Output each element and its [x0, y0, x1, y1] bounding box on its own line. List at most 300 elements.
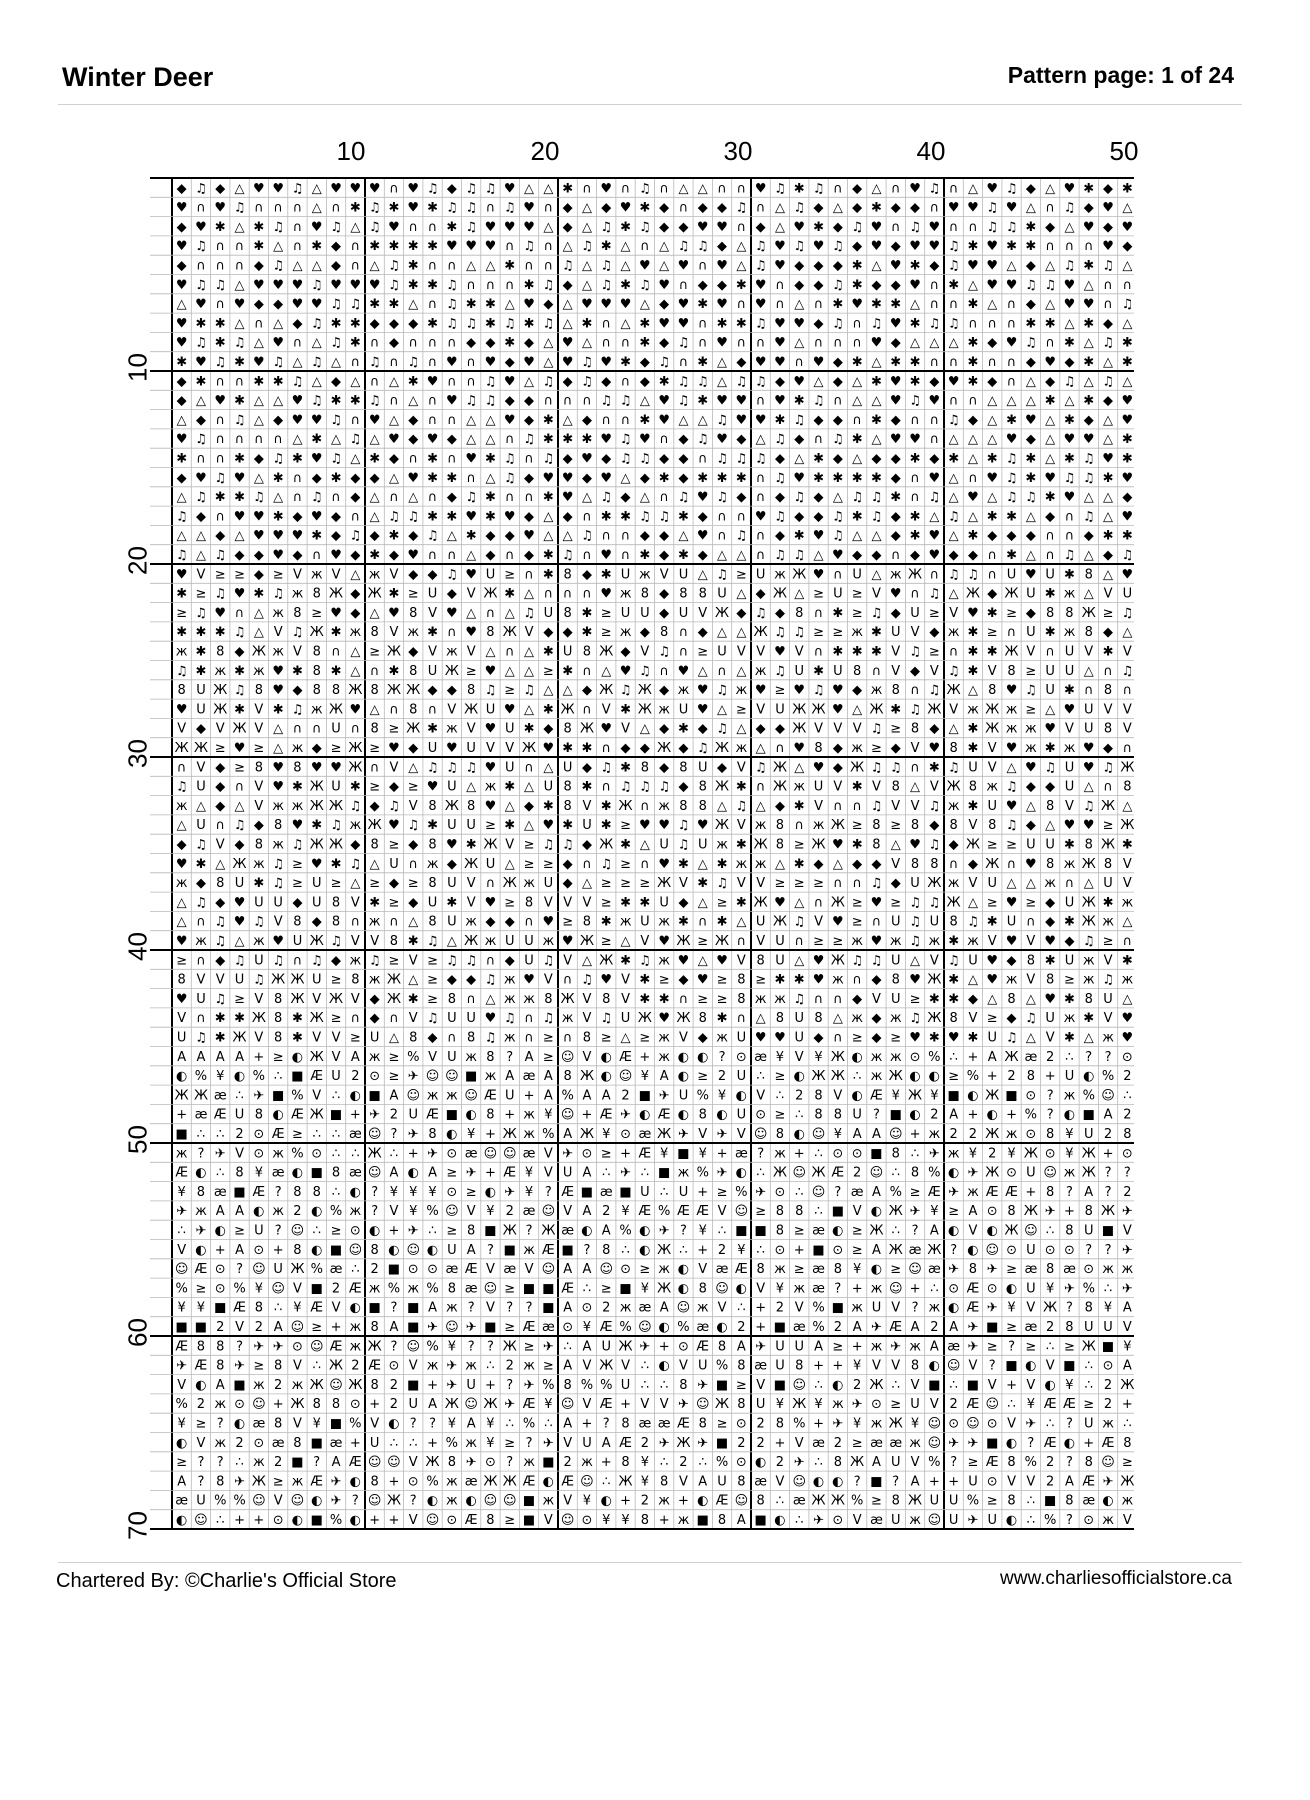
- stitch-symbol: V: [1007, 1474, 1017, 1490]
- stitch-symbol: U: [968, 953, 978, 969]
- stitch-symbol: 2: [737, 1435, 746, 1451]
- stitch-symbol: △: [1025, 200, 1036, 216]
- stitch-symbol: ✱: [465, 837, 477, 853]
- stitch-symbol: 8: [370, 837, 379, 853]
- stitch-symbol: ж: [252, 1377, 265, 1393]
- stitch-symbol: %: [310, 1262, 323, 1278]
- stitch-symbol: ■: [773, 1377, 787, 1393]
- stitch-symbol: ◆: [852, 991, 863, 1007]
- stitch-symbol: 2: [949, 1397, 958, 1413]
- stitch-symbol: V: [621, 972, 631, 988]
- stitch-symbol: ⊙: [291, 1339, 303, 1355]
- stitch-symbol: ◆: [562, 856, 573, 872]
- stitch-symbol: ☺: [367, 1493, 382, 1509]
- stitch-symbol: ✱: [369, 239, 381, 255]
- stitch-symbol: ♥: [658, 1011, 670, 1027]
- stitch-symbol: ♥: [291, 818, 304, 834]
- stitch-symbol: 8: [331, 1397, 341, 1413]
- stitch-symbol: ✱: [176, 625, 188, 641]
- stitch-symbol: ✱: [986, 451, 998, 467]
- stitch-symbol: U: [697, 1358, 708, 1374]
- stitch-symbol: △: [639, 721, 650, 737]
- stitch-symbol: ◆: [253, 547, 264, 563]
- stitch-symbol: ж: [716, 1030, 728, 1046]
- stitch-symbol: ☺: [252, 1493, 266, 1509]
- stitch-symbol: ✱: [967, 354, 979, 370]
- stitch-symbol: ∩: [852, 412, 862, 428]
- stitch-symbol: ✱: [427, 200, 439, 216]
- stitch-symbol: ◆: [446, 856, 457, 872]
- stitch-symbol: V: [736, 818, 746, 834]
- stitch-symbol: ◆: [659, 528, 670, 544]
- stitch-symbol: U: [794, 1011, 805, 1027]
- stitch-symbol: U: [1064, 644, 1075, 660]
- stitch-symbol: △: [1103, 490, 1114, 506]
- stitch-symbol: △: [485, 258, 496, 274]
- stitch-symbol: ♫: [870, 316, 883, 332]
- stitch-symbol: U: [369, 1435, 380, 1451]
- stitch-symbol: △: [1083, 490, 1094, 506]
- stitch-symbol: ж: [523, 1242, 535, 1258]
- stitch-symbol: Ж: [1120, 1377, 1134, 1393]
- stitch-symbol: æ: [908, 1242, 922, 1258]
- stitch-symbol: ∩: [987, 354, 998, 370]
- stitch-symbol: ♥: [465, 509, 477, 525]
- stitch-symbol: ■: [175, 1126, 188, 1142]
- stitch-symbol: △: [311, 181, 322, 197]
- stitch-symbol: ♫: [1063, 258, 1076, 274]
- stitch-symbol: ≥: [793, 837, 805, 853]
- stitch-symbol: ♫: [503, 451, 516, 467]
- stitch-symbol: 8: [1046, 1262, 1055, 1278]
- stitch-symbol: △: [967, 509, 978, 525]
- stitch-symbol: ж: [658, 1262, 671, 1278]
- stitch-symbol: ◆: [408, 567, 419, 583]
- stitch-symbol: ≥: [600, 876, 612, 892]
- stitch-symbol: ж: [484, 1069, 497, 1085]
- stitch-symbol: ∩: [1122, 683, 1133, 699]
- stitch-symbol: U: [485, 856, 496, 872]
- stitch-symbol: ◆: [1064, 933, 1075, 949]
- stitch-symbol: ∩: [659, 490, 669, 506]
- stitch-symbol: ∩: [389, 702, 399, 718]
- stitch-symbol: ∴: [331, 1184, 341, 1200]
- stitch-symbol: ж: [1024, 721, 1037, 737]
- stitch-symbol: ✱: [176, 354, 188, 370]
- stitch-symbol: U: [987, 1512, 998, 1528]
- stitch-symbol: ♥: [291, 277, 304, 293]
- stitch-symbol: ☺: [309, 1339, 324, 1355]
- stitch-symbol: △: [215, 856, 226, 872]
- stitch-symbol: V: [678, 1358, 688, 1374]
- stitch-symbol: ♥: [986, 470, 999, 486]
- stitch-symbol: △: [659, 239, 670, 255]
- stitch-symbol: V: [756, 876, 766, 892]
- stitch-symbol: U: [659, 837, 669, 853]
- stitch-symbol: æ: [503, 1262, 517, 1278]
- stitch-symbol: 8: [891, 683, 900, 699]
- stitch-symbol: ♥: [1005, 933, 1018, 949]
- stitch-symbol: ∩: [1103, 277, 1113, 293]
- stitch-symbol: ◆: [736, 354, 747, 370]
- stitch-symbol: ∩: [620, 374, 631, 390]
- stitch-symbol: ✱: [465, 297, 477, 313]
- stitch-symbol: △: [639, 837, 650, 853]
- stitch-symbol: ≥: [176, 953, 188, 969]
- stitch-symbol: ♫: [735, 374, 748, 390]
- stitch-symbol: ♫: [677, 393, 690, 409]
- stitch-symbol: 8: [331, 895, 341, 911]
- stitch-symbol: ♫: [870, 605, 883, 621]
- stitch-symbol: ♫: [523, 683, 535, 699]
- stitch-symbol: Ж: [985, 721, 1000, 737]
- stitch-symbol: ♫: [812, 181, 825, 197]
- stitch-symbol: ◐: [735, 1281, 748, 1297]
- stitch-symbol: ж: [851, 740, 864, 756]
- stitch-symbol: ◆: [852, 683, 863, 699]
- stitch-symbol: ◆: [774, 451, 785, 467]
- stitch-symbol: ж: [407, 625, 420, 641]
- stitch-symbol: △: [195, 528, 206, 544]
- stitch-symbol: æ: [599, 1184, 613, 1200]
- stitch-symbol: ∴: [235, 1455, 244, 1471]
- stitch-symbol: ✱: [542, 432, 554, 448]
- stitch-symbol: ж: [619, 1300, 632, 1316]
- stitch-symbol: △: [948, 432, 959, 448]
- stitch-symbol: ♫: [639, 181, 651, 197]
- stitch-symbol: ♫: [581, 528, 593, 544]
- stitch-symbol: ✱: [677, 856, 689, 872]
- stitch-symbol: △: [1064, 393, 1075, 409]
- stitch-symbol: ✱: [446, 509, 458, 525]
- stitch-symbol: V: [659, 567, 669, 583]
- stitch-symbol: ♥: [426, 432, 439, 448]
- stitch-symbol: ж: [368, 567, 381, 583]
- store-website[interactable]: www.charliesofficialstore.ca: [1000, 1568, 1232, 1589]
- stitch-symbol: ✱: [214, 219, 226, 235]
- stitch-symbol: △: [736, 258, 747, 274]
- stitch-symbol: ♫: [195, 1030, 207, 1046]
- stitch-symbol: ∩: [543, 258, 554, 274]
- stitch-symbol: 2: [737, 1319, 746, 1335]
- stitch-symbol: ≥: [330, 1223, 342, 1239]
- stitch-symbol: æ: [175, 1493, 189, 1509]
- stitch-symbol: ◆: [1083, 200, 1094, 216]
- stitch-symbol: ♥: [928, 528, 941, 544]
- stitch-symbol: Ж: [174, 1088, 189, 1104]
- stitch-symbol: V: [524, 625, 534, 641]
- stitch-symbol: ♥: [600, 432, 613, 448]
- row-number-70: 70: [122, 1511, 153, 1540]
- stitch-symbol: ж: [272, 605, 285, 621]
- stitch-symbol: ◆: [215, 779, 226, 795]
- stitch-symbol: 8: [312, 586, 321, 602]
- stitch-symbol: V: [408, 1455, 418, 1471]
- stitch-symbol: ♫: [330, 933, 342, 949]
- stitch-symbol: △: [1122, 625, 1133, 641]
- stitch-symbol: ✱: [195, 644, 207, 660]
- stitch-symbol: ♫: [368, 953, 381, 969]
- stitch-symbol: V: [350, 933, 360, 949]
- stitch-symbol: ✱: [369, 547, 381, 563]
- stitch-symbol: ∩: [427, 219, 438, 235]
- stitch-symbol: Ж: [1004, 586, 1019, 602]
- stitch-symbol: Ж: [1120, 1474, 1134, 1490]
- stitch-symbol: ◆: [1103, 219, 1114, 235]
- stitch-symbol: ♫: [600, 760, 613, 776]
- stitch-symbol: △: [678, 181, 689, 197]
- stitch-symbol: ∩: [736, 1011, 747, 1027]
- stitch-symbol: Ж: [1120, 818, 1134, 834]
- stitch-symbol: U: [1026, 1242, 1036, 1258]
- stitch-symbol: ■: [773, 1319, 787, 1335]
- stitch-symbol: 8: [1065, 1493, 1074, 1509]
- stitch-symbol: 8: [737, 1474, 746, 1490]
- stitch-symbol: ≥: [195, 1416, 207, 1432]
- stitch-symbol: ✱: [697, 876, 709, 892]
- stitch-symbol: ◆: [1103, 547, 1114, 563]
- stitch-symbol: 2: [602, 1300, 611, 1316]
- stitch-symbol: ∩: [794, 354, 805, 370]
- stitch-symbol: Ж: [290, 1397, 305, 1413]
- stitch-symbol: U: [601, 1339, 612, 1355]
- stitch-symbol: ∩: [755, 393, 766, 409]
- stitch-symbol: U: [447, 779, 457, 795]
- stitch-symbol: ♥: [484, 798, 497, 814]
- stitch-symbol: ♫: [291, 837, 304, 853]
- stitch-symbol: U: [794, 1030, 805, 1046]
- stitch-symbol: ∩: [504, 644, 515, 660]
- stitch-symbol: V: [1007, 1416, 1017, 1432]
- stitch-symbol: ◆: [1025, 432, 1036, 448]
- stitch-symbol: ж: [1005, 972, 1018, 988]
- stitch-symbol: ∩: [968, 316, 978, 332]
- stitch-symbol: ◐: [677, 1262, 690, 1278]
- stitch-symbol: ✱: [851, 779, 863, 795]
- stitch-symbol: ж: [1063, 856, 1076, 872]
- stitch-symbol: ♫: [677, 818, 690, 834]
- stitch-symbol: ♥: [465, 239, 477, 255]
- stitch-symbol: ∴: [775, 1493, 785, 1509]
- stitch-symbol: ✱: [1083, 1011, 1095, 1027]
- stitch-symbol: ♥: [889, 432, 902, 448]
- stitch-symbol: ж: [1082, 972, 1095, 988]
- stitch-symbol: 8: [582, 1030, 592, 1046]
- stitch-symbol: ■: [1101, 1339, 1115, 1355]
- stitch-symbol: ✱: [1006, 239, 1018, 255]
- stitch-symbol: ♥: [484, 354, 497, 370]
- stitch-symbol: ♥: [233, 470, 246, 486]
- stitch-symbol: +: [600, 1455, 612, 1471]
- stitch-symbol: ✱: [928, 991, 940, 1007]
- stitch-symbol: 8: [891, 1146, 900, 1162]
- stitch-symbol: ⊙: [311, 1146, 323, 1162]
- stitch-symbol: ≥: [291, 856, 303, 872]
- stitch-symbol: ✱: [562, 663, 574, 679]
- stitch-symbol: ¥: [1123, 1339, 1132, 1355]
- stitch-symbol: ◆: [1045, 509, 1056, 525]
- stitch-symbol: ∩: [466, 991, 476, 1007]
- stitch-symbol: ♫: [1063, 547, 1076, 563]
- stitch-symbol: ж: [754, 818, 767, 834]
- stitch-symbol: ∴: [640, 1377, 649, 1393]
- stitch-symbol: ♫: [272, 451, 284, 467]
- stitch-symbol: ◆: [176, 219, 187, 235]
- stitch-symbol: A: [698, 1474, 708, 1490]
- stitch-symbol: ∴: [1007, 1397, 1016, 1413]
- stitch-symbol: A: [466, 1242, 476, 1258]
- stitch-symbol: Ж: [386, 991, 401, 1007]
- stitch-symbol: ✱: [851, 432, 863, 448]
- stitch-symbol: ✱: [234, 702, 246, 718]
- stitch-symbol: ∩: [562, 1030, 573, 1046]
- stitch-symbol: ♫: [1005, 1030, 1018, 1046]
- stitch-symbol: ♥: [928, 219, 941, 235]
- stitch-symbol: ♥: [446, 393, 458, 409]
- stitch-symbol: ?: [274, 1184, 282, 1200]
- stitch-symbol: Ж: [329, 991, 344, 1007]
- stitch-symbol: ∴: [640, 1358, 649, 1374]
- stitch-symbol: 2: [775, 1300, 785, 1316]
- stitch-symbol: A: [177, 1049, 187, 1065]
- stitch-symbol: ◐: [832, 1474, 844, 1490]
- stitch-symbol: Ж: [676, 933, 691, 949]
- stitch-symbol: ◆: [678, 451, 689, 467]
- stitch-symbol: Ж: [579, 1126, 594, 1142]
- stitch-symbol: 2: [351, 1069, 360, 1085]
- stitch-symbol: ✈: [986, 1262, 998, 1278]
- stitch-symbol: ♥: [330, 181, 342, 197]
- stitch-symbol: ≥: [388, 721, 400, 737]
- stitch-symbol: ◆: [813, 1030, 824, 1046]
- stitch-symbol: ♫: [542, 316, 555, 332]
- stitch-symbol: ◆: [813, 277, 824, 293]
- stitch-symbol: Ж: [560, 991, 575, 1007]
- stitch-symbol: Ж: [965, 837, 980, 853]
- stitch-symbol: ✈: [755, 1339, 767, 1355]
- stitch-symbol: ¥: [602, 1512, 611, 1528]
- stitch-symbol: Ж: [483, 837, 498, 853]
- stitch-symbol: △: [794, 335, 805, 351]
- stitch-symbol: Æ: [599, 1397, 613, 1413]
- stitch-symbol: Ж: [772, 914, 787, 930]
- stitch-symbol: ∩: [678, 625, 689, 641]
- stitch-symbol: 2: [679, 1455, 688, 1471]
- stitch-symbol: Ж: [946, 779, 961, 795]
- stitch-symbol: △: [659, 258, 670, 274]
- stitch-symbol: Æ: [233, 1300, 246, 1316]
- stitch-symbol: ♫: [851, 953, 863, 969]
- stitch-symbol: ∩: [736, 181, 747, 197]
- stitch-symbol: ✈: [1063, 1281, 1075, 1297]
- stitch-symbol: ✱: [427, 316, 439, 332]
- stitch-symbol: ж: [1024, 740, 1037, 756]
- stitch-symbol: %: [426, 1204, 439, 1220]
- stitch-symbol: ☺: [425, 1069, 440, 1085]
- stitch-symbol: ≥: [1063, 972, 1075, 988]
- stitch-symbol: ≥: [195, 586, 207, 602]
- stitch-symbol: ◆: [717, 239, 728, 255]
- stitch-symbol: U: [176, 1030, 187, 1046]
- stitch-symbol: ж: [754, 856, 767, 872]
- stitch-symbol: ✱: [735, 316, 747, 332]
- stitch-symbol: ≥: [542, 1030, 554, 1046]
- stitch-symbol: ◐: [426, 1493, 439, 1509]
- stitch-symbol: ♫: [967, 914, 979, 930]
- stitch-symbol: ✱: [870, 625, 882, 641]
- stitch-symbol: ж: [947, 625, 960, 641]
- stitch-symbol: ■: [175, 1319, 188, 1335]
- stitch-symbol: Ж: [927, 1011, 942, 1027]
- stitch-symbol: ◆: [292, 683, 303, 699]
- stitch-symbol: ◆: [350, 837, 361, 853]
- stitch-symbol: ∩: [910, 412, 920, 428]
- stitch-symbol: 8: [274, 1416, 283, 1432]
- stitch-symbol: ✱: [291, 451, 303, 467]
- stitch-symbol: ■: [233, 1184, 246, 1200]
- stitch-symbol: V: [1026, 972, 1036, 988]
- stitch-symbol: V: [891, 856, 901, 872]
- stitch-symbol: ♫: [947, 509, 960, 525]
- stitch-symbol: △: [697, 412, 708, 428]
- stitch-symbol: ?: [1065, 1455, 1073, 1471]
- stitch-symbol: ∩: [717, 663, 727, 679]
- stitch-symbol: ж: [831, 1397, 844, 1413]
- stitch-symbol: Ж: [927, 876, 942, 892]
- stitch-symbol: V: [485, 1300, 495, 1316]
- stitch-symbol: U: [562, 1165, 573, 1181]
- stitch-symbol: V: [196, 567, 206, 583]
- stitch-symbol: ♥: [619, 663, 632, 679]
- stitch-symbol: %: [1043, 1512, 1057, 1528]
- stitch-symbol: V: [678, 1030, 688, 1046]
- stitch-symbol: ◆: [987, 528, 998, 544]
- stitch-symbol: ◆: [581, 412, 592, 428]
- stitch-symbol: ∩: [929, 297, 940, 313]
- stitch-symbol: ♥: [793, 316, 806, 332]
- stitch-symbol: ☺: [483, 1281, 498, 1297]
- stitch-symbol: ж: [947, 798, 960, 814]
- stitch-symbol: ♫: [446, 316, 458, 332]
- stitch-symbol: Æ: [696, 1339, 710, 1355]
- stitch-symbol: ◆: [292, 509, 303, 525]
- stitch-symbol: ♫: [1044, 277, 1056, 293]
- stitch-symbol: ж: [928, 933, 941, 949]
- stitch-symbol: ■: [542, 1300, 555, 1316]
- stitch-symbol: ✱: [967, 721, 979, 737]
- stitch-symbol: ∩: [833, 335, 843, 351]
- stitch-symbol: 8: [1065, 605, 1074, 621]
- stitch-symbol: ≥: [870, 740, 882, 756]
- stitch-symbol: ж: [1121, 1493, 1134, 1509]
- stitch-symbol: ж: [774, 1262, 786, 1278]
- stitch-symbol: ✱: [793, 798, 805, 814]
- stitch-symbol: ■: [1082, 1107, 1095, 1123]
- stitch-symbol: ◆: [350, 470, 361, 486]
- stitch-symbol: ✱: [639, 412, 651, 428]
- stitch-symbol: ⊙: [832, 1242, 844, 1258]
- stitch-symbol: ♥: [870, 219, 883, 235]
- stitch-symbol: ?: [911, 1300, 919, 1316]
- stitch-symbol: ♥: [291, 528, 304, 544]
- stitch-symbol: △: [176, 297, 187, 313]
- stitch-symbol: ✱: [504, 818, 516, 834]
- stitch-symbol: ◐: [658, 1358, 670, 1374]
- stitch-symbol: ∩: [234, 258, 245, 274]
- stitch-symbol: ✱: [967, 297, 979, 313]
- stitch-symbol: ♫: [716, 412, 728, 428]
- stitch-symbol: V: [292, 1416, 302, 1432]
